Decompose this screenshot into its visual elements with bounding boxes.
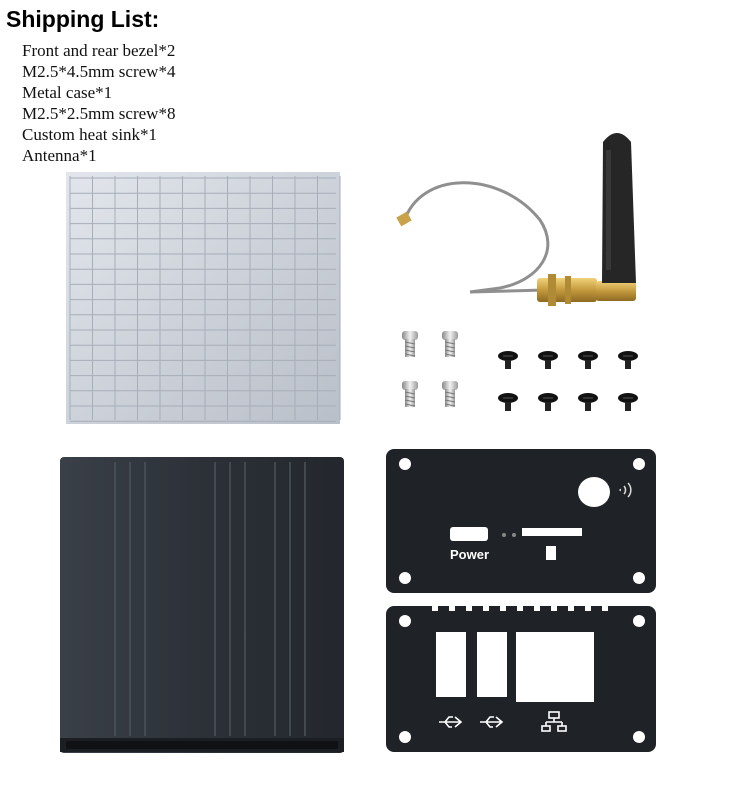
silver-screws: [402, 331, 458, 407]
list-item: Metal case*1: [22, 83, 113, 102]
front-bezel: [386, 449, 656, 593]
page-title: Shipping List:: [6, 6, 160, 32]
list-item: Front and rear bezel*2: [22, 41, 176, 60]
antenna: [396, 133, 636, 306]
metal-case: [60, 457, 344, 753]
list-item: Custom heat sink*1: [22, 125, 158, 144]
rear-bezel: [386, 606, 656, 752]
list-item: M2.5*4.5mm screw*4: [22, 62, 176, 81]
heat-sink: [66, 172, 340, 424]
power-label: Power: [450, 547, 490, 562]
list-item: M2.5*2.5mm screw*8: [22, 104, 176, 123]
list-item: Antenna*1: [22, 146, 97, 165]
black-screws: [498, 351, 638, 411]
